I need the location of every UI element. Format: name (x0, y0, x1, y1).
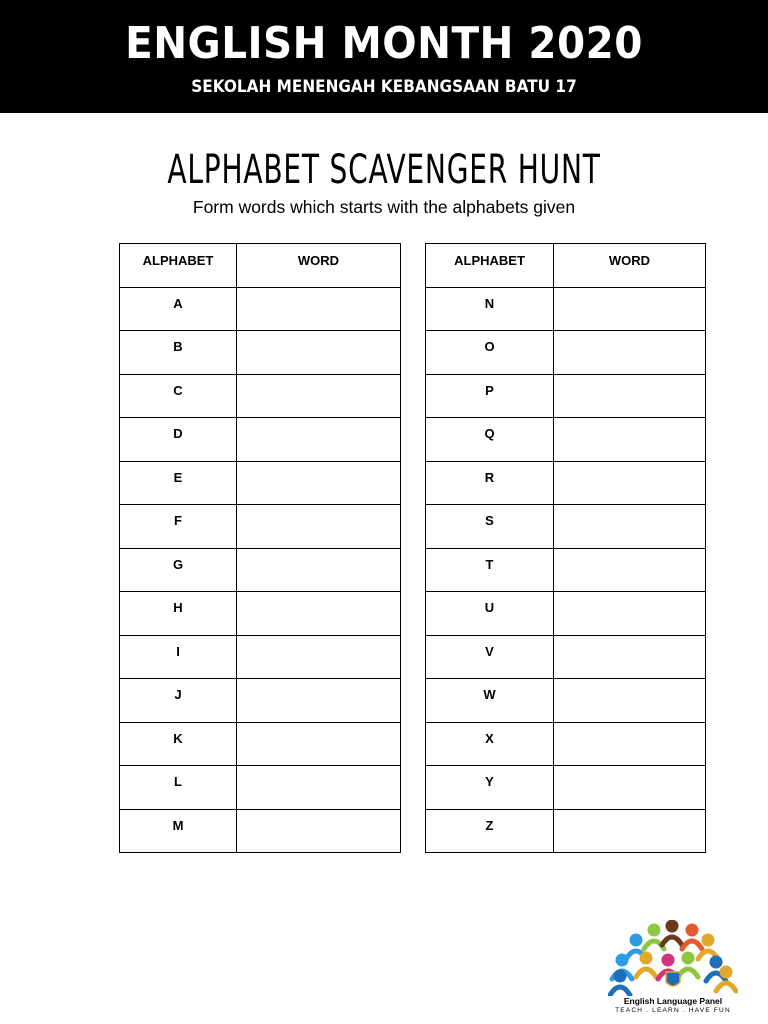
table-row (120, 331, 401, 375)
logo-person-arms (636, 969, 656, 977)
alphabet-cell: O (426, 331, 554, 375)
table-row (120, 505, 401, 549)
alphabet-cell: I (120, 635, 237, 679)
word-answer-cell[interactable] (554, 374, 706, 418)
alphabet-cell: H (120, 592, 237, 636)
alphabet-table-left (119, 243, 401, 853)
word-answer-cell[interactable] (237, 374, 401, 418)
table-row (120, 418, 401, 462)
table-header-row (120, 244, 401, 288)
alphabet-cell: G (120, 548, 237, 592)
alphabet-cell: R (426, 461, 554, 505)
table-row (120, 722, 401, 766)
table-row (426, 418, 706, 462)
table-header-row (426, 244, 706, 288)
header-banner (0, 0, 768, 113)
school-name: SEKOLAH MENENGAH KEBANGSAAN BATU 17 (191, 77, 577, 97)
word-answer-cell[interactable] (554, 809, 706, 853)
alphabet-cell: T (426, 548, 554, 592)
table-row (426, 635, 706, 679)
alphabet-cell: V (426, 635, 554, 679)
logo-person-head (614, 970, 627, 983)
table-row (120, 592, 401, 636)
logo-person-head (710, 956, 723, 969)
logo-person-head (662, 954, 675, 967)
table-row (426, 809, 706, 853)
alphabet-cell: Z (426, 809, 554, 853)
logo-person-head (720, 966, 733, 979)
logo-crest (666, 972, 680, 986)
word-answer-cell[interactable] (554, 679, 706, 723)
word-answer-cell[interactable] (554, 331, 706, 375)
word-answer-cell[interactable] (237, 548, 401, 592)
word-answer-cell[interactable] (554, 635, 706, 679)
table-row (426, 592, 706, 636)
alphabet-cell: U (426, 592, 554, 636)
word-answer-cell[interactable] (237, 766, 401, 810)
logo-person-head (648, 924, 661, 937)
logo-person-head (616, 954, 629, 967)
alphabet-cell: J (120, 679, 237, 723)
logo-person-arms (678, 969, 698, 977)
word-column-header: WORD (554, 244, 706, 288)
table-row (426, 374, 706, 418)
alphabet-cell: F (120, 505, 237, 549)
worksheet-title: ALPHABET SCAVENGER HUNT (167, 147, 601, 193)
table-row (426, 331, 706, 375)
word-answer-cell[interactable] (554, 461, 706, 505)
alphabet-cell: D (120, 418, 237, 462)
alphabet-cell: E (120, 461, 237, 505)
word-answer-cell[interactable] (237, 592, 401, 636)
table-row (120, 766, 401, 810)
table-row (426, 461, 706, 505)
word-answer-cell[interactable] (554, 722, 706, 766)
table-row (426, 505, 706, 549)
logo-person-head (630, 934, 643, 947)
worksheet-instructions: Form words which starts with the alphabets given (192, 197, 576, 217)
banner-title: ENGLISH MONTH 2020 (125, 18, 643, 69)
word-answer-cell[interactable] (237, 679, 401, 723)
alphabet-table-right (425, 243, 706, 853)
alphabet-cell: L (120, 766, 237, 810)
alphabet-column-header: ALPHABET (120, 244, 237, 288)
table-row (120, 548, 401, 592)
alphabet-cell: W (426, 679, 554, 723)
word-answer-cell[interactable] (237, 722, 401, 766)
logo-person-head (702, 934, 715, 947)
word-answer-cell[interactable] (554, 548, 706, 592)
word-answer-cell[interactable] (237, 809, 401, 853)
logo-tagline: TEACH . LEARN . HAVE FUN (615, 1007, 731, 1014)
logo-person-head (682, 952, 695, 965)
word-column-header: WORD (237, 244, 401, 288)
alphabet-cell: A (120, 287, 237, 331)
table-row (120, 635, 401, 679)
table-row (120, 679, 401, 723)
logo-person-arms (682, 941, 702, 949)
alphabet-cell: B (120, 331, 237, 375)
table-row (120, 461, 401, 505)
word-answer-cell[interactable] (554, 287, 706, 331)
word-answer-cell[interactable] (237, 461, 401, 505)
alphabet-cell: C (120, 374, 237, 418)
alphabet-column-header: ALPHABET (426, 244, 554, 288)
logo-person-head (666, 920, 679, 933)
alphabet-cell: S (426, 505, 554, 549)
english-language-panel-logo (608, 920, 738, 1020)
word-answer-cell[interactable] (237, 418, 401, 462)
word-answer-cell[interactable] (554, 766, 706, 810)
table-row (426, 722, 706, 766)
word-answer-cell[interactable] (554, 592, 706, 636)
logo-person-arms (716, 983, 736, 991)
logo-person-head (640, 952, 653, 965)
table-row (426, 766, 706, 810)
table-row (120, 287, 401, 331)
word-answer-cell[interactable] (237, 287, 401, 331)
people-circle-icon (608, 920, 738, 996)
table-row (426, 679, 706, 723)
logo-person-arms (662, 937, 682, 945)
logo-name: English Language Panel (623, 996, 723, 1006)
alphabet-cell: N (426, 287, 554, 331)
alphabet-cell: K (120, 722, 237, 766)
table-row (120, 809, 401, 853)
logo-person-head (686, 924, 699, 937)
table-row (426, 287, 706, 331)
alphabet-cell: Y (426, 766, 554, 810)
table-row (120, 374, 401, 418)
alphabet-cell: Q (426, 418, 554, 462)
word-answer-cell[interactable] (237, 331, 401, 375)
word-answer-cell[interactable] (554, 418, 706, 462)
word-answer-cell[interactable] (237, 635, 401, 679)
alphabet-cell: M (120, 809, 237, 853)
alphabet-cell: P (426, 374, 554, 418)
table-row (426, 548, 706, 592)
logo-person-arms (610, 987, 630, 995)
word-answer-cell[interactable] (554, 505, 706, 549)
alphabet-cell: X (426, 722, 554, 766)
word-answer-cell[interactable] (237, 505, 401, 549)
